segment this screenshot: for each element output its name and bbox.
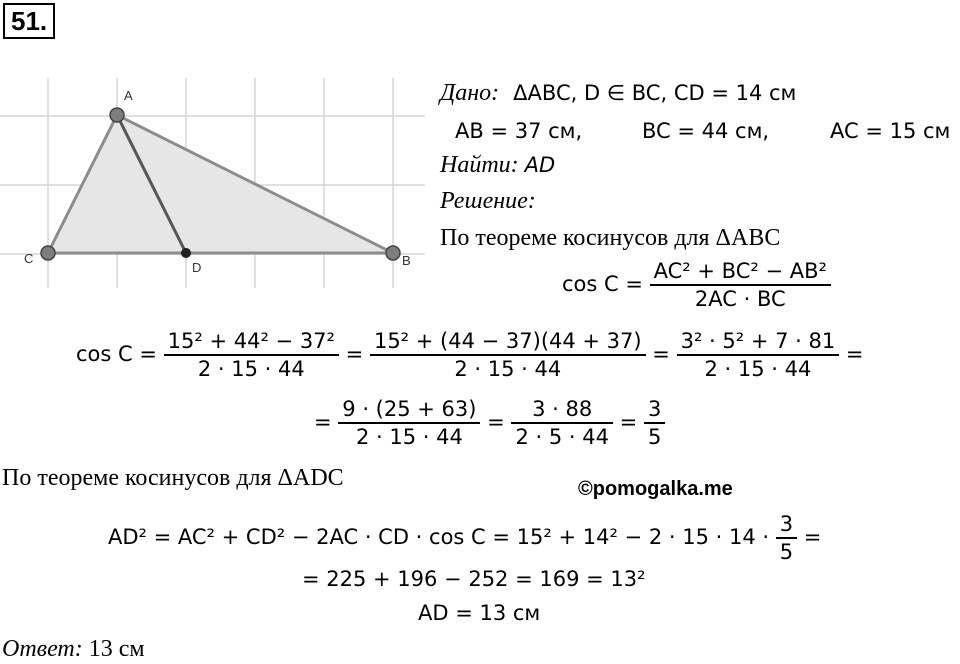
triangle-abc [48,115,393,253]
cos-formula-num: AC² + BC² − AB² [650,258,831,286]
point-c [41,246,55,260]
given-bc: BC = 44 см, [642,119,770,143]
calc2-f3-num: 3 [644,396,665,424]
calc2-f1-num: 9 · (25 + 63) [338,396,480,424]
given-line1 [440,78,796,108]
calc1-eq-3: = [845,342,864,366]
given-ac: AC = 15 см [830,119,951,143]
calc2-f2-num: 3 · 88 [511,396,613,424]
problem-number: 51. [3,3,55,39]
calc1-f1-den: 2 · 15 · 44 [197,357,305,381]
cos-formula-den: 2AC · BC [694,287,786,311]
ad-calc1-den: 5 [779,540,794,564]
calc2-eq-2: = [619,410,638,434]
calc1-f3-num: 3² · 5² + 7 · 81 [677,328,840,356]
cos-formula-fraction [650,258,831,312]
calc1-f3-den: 2 · 15 · 44 [704,357,812,381]
label-c: C [24,251,34,266]
answer-line [2,634,145,664]
calc2-eq-1: = [487,410,505,434]
calc1-fraction-3 [677,328,840,382]
calc2-f3-den: 5 [647,425,662,449]
calc2-f2-den: 2 · 5 · 44 [515,425,609,449]
answer-label: Ответ: [2,636,83,662]
calc1-eq-1: = [345,342,364,366]
calc2-fraction-3 [644,396,665,450]
label-b: B [402,253,411,268]
find-value: AD [524,153,556,177]
answer-value: 13 см [88,636,145,662]
ad-calc1-text: AD² = AC² + CD² − 2AC · CD · cos C = 15² + 14² − 2 · 15 · 14 · [108,525,770,549]
triangle-figure [0,78,425,288]
find-line [440,150,555,180]
label-d: D [192,260,202,275]
point-a [110,108,124,122]
calc1-f2-den: 2 · 15 · 44 [454,357,562,381]
calc-line-2 [314,396,665,450]
calc1-fraction-1 [164,328,339,382]
ad-calc1-tail: = [803,525,822,549]
calc1-lhs: cos C = [76,342,157,366]
given-ab: AB = 37 см, [455,119,583,143]
theorem-abc: По теореме косинусов для ΔABC [440,225,781,251]
solution-label: Решение: [440,188,536,214]
ad-calc-line-2: = 225 + 196 − 252 = 169 = 13² [302,567,646,591]
calc2-fraction-1 [338,396,480,450]
watermark: ©pomogalka.me [578,478,733,500]
calc2-eq-0: = [314,410,332,434]
point-d [181,248,191,258]
find-label: Найти: [440,152,519,178]
given-label: Дано: [440,80,500,106]
calc2-fraction-2 [511,396,613,450]
calc-line-1 [76,328,864,382]
label-a: A [124,88,133,103]
ad-calc1-fraction [776,511,797,565]
ad-calc1-num: 3 [776,511,797,539]
calc1-f2-num: 15² + (44 − 37)(44 + 37) [370,328,646,356]
theorem-adc: По теореме косинусов для ΔADC [2,465,344,491]
point-b [386,246,400,260]
cos-formula-lhs: cos C = [562,272,643,296]
cos-formula [562,258,831,312]
calc1-fraction-2 [370,328,646,382]
calc2-f1-den: 2 · 15 · 44 [355,425,463,449]
calc1-eq-2: = [652,342,670,366]
ad-result: AD = 13 см [418,601,541,625]
calc1-f1-num: 15² + 44² − 37² [164,328,339,356]
ad-calc-line-1 [108,511,821,565]
given-text: ΔABC, D ∈ BC, CD = 14 см [513,81,797,105]
